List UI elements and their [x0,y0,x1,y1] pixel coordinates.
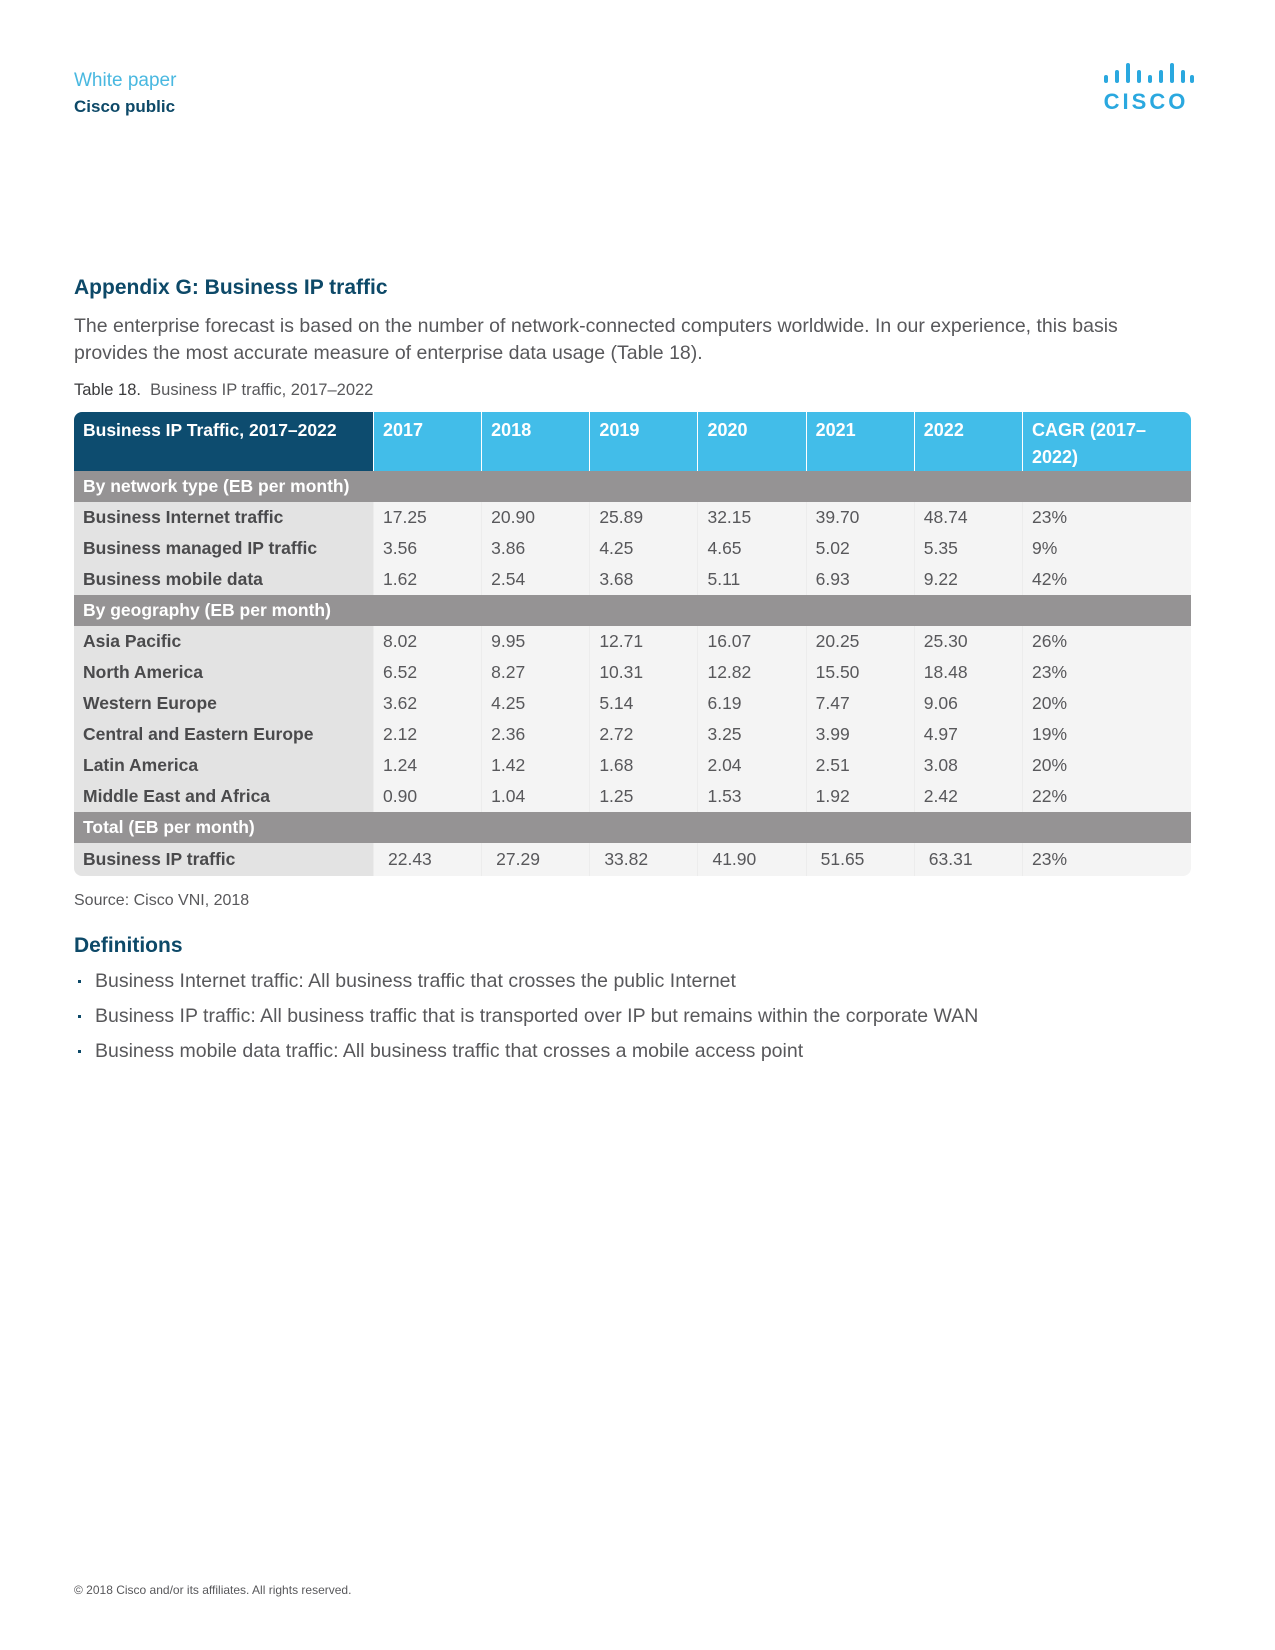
table-row [74,564,1191,595]
definition-item [74,968,978,1003]
row-label: Business mobile data [74,564,373,595]
value-cell: 1.24 [373,750,481,781]
bullet-icon [78,1050,81,1053]
row-label: Business IP traffic [74,843,373,876]
value-cell: 10.31 [589,657,697,688]
value-cell: 8.27 [481,657,589,688]
cagr-cell: 23% [1022,502,1191,533]
value-cell: 1.68 [589,750,697,781]
column-header: Business IP Traffic, 2017–2022 [74,412,373,471]
value-cell: 12.71 [589,626,697,657]
table-caption [74,381,373,400]
table-row [74,688,1191,719]
value-cell: 15.50 [806,657,914,688]
document-type-label: White paper [74,70,177,91]
value-cell: 3.68 [589,564,697,595]
value-cell: 1.25 [589,781,697,812]
column-header: 2017 [373,412,481,471]
cagr-cell: 19% [1022,719,1191,750]
row-label: Business managed IP traffic [74,533,373,564]
column-header: 2018 [481,412,589,471]
value-cell: 32.15 [697,502,805,533]
value-cell: 1.92 [806,781,914,812]
table-source: Source: Cisco VNI, 2018 [74,892,250,909]
value-cell: 2.72 [589,719,697,750]
table-row [74,843,1191,876]
value-cell: 5.14 [589,688,697,719]
value-cell: 25.89 [589,502,697,533]
value-cell: 5.11 [697,564,805,595]
value-cell: 17.25 [373,502,481,533]
cagr-cell: 20% [1022,688,1191,719]
value-cell: 2.42 [914,781,1022,812]
group-label: By network type (EB per month) [74,471,1191,502]
cagr-cell: 26% [1022,626,1191,657]
cagr-cell: 9% [1022,533,1191,564]
cisco-wordmark: CISCO [1103,89,1189,114]
column-header: 2021 [806,412,914,471]
row-label: Western Europe [74,688,373,719]
cagr-cell: 22% [1022,781,1191,812]
group-label: By geography (EB per month) [74,595,1191,626]
column-header: 2022 [914,412,1022,471]
value-cell: 6.52 [373,657,481,688]
cagr-cell: 23% [1022,843,1191,876]
value-cell: 6.93 [806,564,914,595]
row-label: Business Internet traffic [74,502,373,533]
value-cell: 12.82 [697,657,805,688]
value-cell: 16.07 [697,626,805,657]
table-row [74,750,1191,781]
value-cell: 1.62 [373,564,481,595]
row-label: Latin America [74,750,373,781]
definition-item [74,1003,978,1038]
table-caption-label: Table 18. [74,381,141,399]
value-cell: 63.31 [914,843,1022,876]
value-cell: 2.04 [697,750,805,781]
section-title: Appendix G: Business IP traffic [74,276,388,299]
value-cell: 3.62 [373,688,481,719]
value-cell: 2.54 [481,564,589,595]
value-cell: 4.97 [914,719,1022,750]
cagr-cell: 20% [1022,750,1191,781]
column-header: CAGR (2017–2022) [1022,412,1191,471]
table-row [74,502,1191,533]
value-cell: 1.04 [481,781,589,812]
definition-text: Business Internet traffic: All business traffic that crosses the public Internet [95,970,736,992]
value-cell: 4.25 [481,688,589,719]
value-cell: 20.25 [806,626,914,657]
cisco-bridge-logo-icon [1098,63,1194,87]
value-cell: 6.19 [697,688,805,719]
table-group-row [74,812,1191,843]
value-cell: 7.47 [806,688,914,719]
value-cell: 51.65 [806,843,914,876]
bullet-icon [78,980,81,983]
table-group-row [74,471,1191,502]
definition-text: Business IP traffic: All business traffic that is transported over IP but remains within the corporate WAN [95,1005,979,1027]
row-label: Central and Eastern Europe [74,719,373,750]
value-cell: 9.22 [914,564,1022,595]
value-cell: 1.42 [481,750,589,781]
value-cell: 41.90 [697,843,805,876]
value-cell: 48.74 [914,502,1022,533]
value-cell: 9.95 [481,626,589,657]
cagr-cell: 23% [1022,657,1191,688]
value-cell: 33.82 [589,843,697,876]
value-cell: 25.30 [914,626,1022,657]
cisco-logo [1098,63,1194,113]
value-cell: 3.25 [697,719,805,750]
value-cell: 5.35 [914,533,1022,564]
definition-item [74,1038,978,1073]
value-cell: 1.53 [697,781,805,812]
business-ip-traffic-table [74,412,1191,876]
copyright-footer: © 2018 Cisco and/or its affiliates. All rights reserved. [74,1583,352,1597]
value-cell: 27.29 [481,843,589,876]
value-cell: 39.70 [806,502,914,533]
definitions-list [74,968,978,1073]
definitions-title: Definitions [74,934,183,957]
row-label: Middle East and Africa [74,781,373,812]
table-caption-text: Business IP traffic, 2017–2022 [150,381,374,399]
table-row [74,781,1191,812]
column-header: 2020 [697,412,805,471]
value-cell: 4.65 [697,533,805,564]
value-cell: 3.99 [806,719,914,750]
column-header: 2019 [589,412,697,471]
value-cell: 3.86 [481,533,589,564]
bullet-icon [78,1015,81,1018]
table-header-row [74,412,1191,471]
value-cell: 9.06 [914,688,1022,719]
value-cell: 2.12 [373,719,481,750]
table-row [74,657,1191,688]
value-cell: 5.02 [806,533,914,564]
value-cell: 3.56 [373,533,481,564]
table-row [74,533,1191,564]
value-cell: 22.43 [373,843,481,876]
value-cell: 8.02 [373,626,481,657]
value-cell: 3.08 [914,750,1022,781]
row-label: Asia Pacific [74,626,373,657]
table-body [74,471,1191,876]
value-cell: 2.36 [481,719,589,750]
classification-label: Cisco public [74,97,176,116]
intro-paragraph: The enterprise forecast is based on the number of network-connected computers worldwide. In our experience, this basis provides the most accurate measure of enterprise data usage (Table 18). [74,315,1118,364]
value-cell: 0.90 [373,781,481,812]
group-label: Total (EB per month) [74,812,1191,843]
value-cell: 18.48 [914,657,1022,688]
table-row [74,626,1191,657]
value-cell: 2.51 [806,750,914,781]
cagr-cell: 42% [1022,564,1191,595]
value-cell: 4.25 [589,533,697,564]
value-cell: 20.90 [481,502,589,533]
row-label: North America [74,657,373,688]
definition-text: Business mobile data traffic: All business traffic that crosses a mobile access point [95,1040,804,1062]
table-group-row [74,595,1191,626]
table-row [74,719,1191,750]
